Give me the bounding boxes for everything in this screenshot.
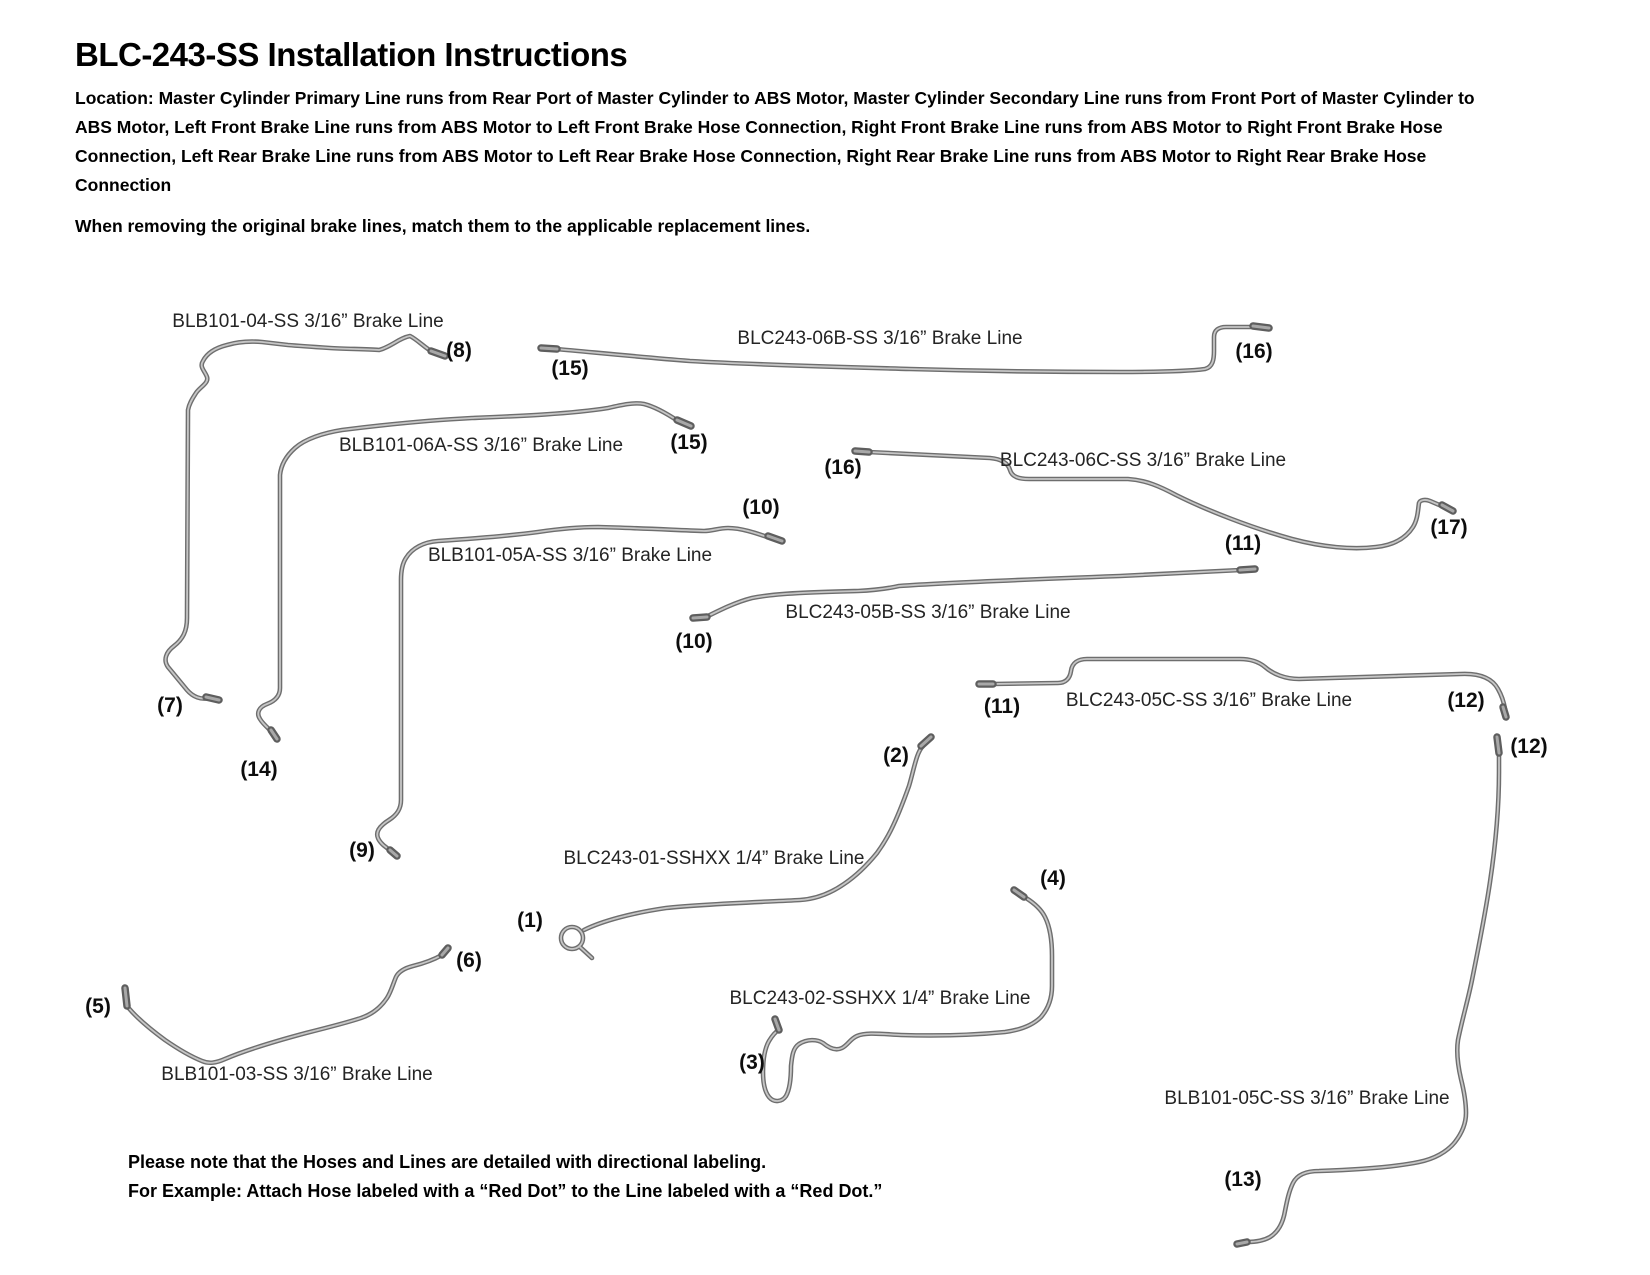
callout-number: (10) [742, 496, 780, 519]
brake-line-label: BLC243-05C-SS 3/16” Brake Line [1065, 690, 1353, 711]
brake-line-label: BLB101-05C-SS 3/16” Brake Line [1164, 1088, 1450, 1109]
fitting-icon [541, 348, 557, 349]
tube-outline [166, 336, 433, 699]
brake-line-label: BLC243-05B-SS 3/16” Brake Line [785, 602, 1071, 623]
callout-number: (11) [1224, 532, 1262, 555]
callout-number: (9) [349, 839, 375, 862]
brake-line-label: BLC243-02-SSHXX 1/4” Brake Line [729, 988, 1031, 1009]
page-title: BLC-243-SS Installation Instructions [75, 36, 628, 73]
brake-line-blb101-05c-ss [1164, 735, 1547, 1244]
callout-number: (15) [670, 431, 708, 454]
tube-highlight [377, 527, 770, 851]
callout-number: (14) [240, 758, 278, 781]
callout-number: (17) [1430, 516, 1468, 539]
tube-highlight [561, 927, 583, 949]
callout-number: (11) [983, 695, 1021, 718]
brake-line-blc243-01-sshxx [517, 737, 931, 958]
removal-note: When removing the original brake lines, match them to the applicable replacement lines. [75, 216, 811, 236]
brake-line-label: BLB101-06A-SS 3/16” Brake Line [338, 435, 624, 456]
fitting-icon [693, 617, 707, 618]
callout-number: (12) [1447, 689, 1485, 712]
callout-number: (16) [1235, 340, 1273, 363]
fitting-icon [1237, 1242, 1247, 1244]
brake-line-blb101-03-ss [85, 948, 482, 1085]
tube-highlight [166, 336, 433, 699]
tube-highlight [584, 746, 923, 930]
brake-line-blb101-05a-ss [349, 496, 782, 862]
callout-number: (4) [1040, 867, 1066, 890]
tube-highlight [127, 955, 442, 1063]
footer-note-line-2: For Example: Attach Hose labeled with a “Red Dot” to the Line labeled with a “Red Dot.” [128, 1181, 883, 1201]
brake-line-label: BLB101-05A-SS 3/16” Brake Line [427, 545, 713, 566]
brake-line-label: BLC243-06B-SS 3/16” Brake Line [737, 328, 1023, 349]
brake-line-blb101-04-ss [157, 311, 472, 717]
brake-line-label: BLC243-01-SSHXX 1/4” Brake Line [563, 848, 865, 869]
footer-note-line-1: Please note that the Hoses and Lines are detailed with directional labeling. [128, 1152, 767, 1172]
brake-line-label: BLB101-03-SS 3/16” Brake Line [161, 1064, 433, 1085]
tube-outline [1247, 756, 1499, 1242]
fitting-icon [1240, 569, 1255, 570]
fitting-icon [1497, 737, 1499, 753]
brake-line-blc243-06b-ss [541, 326, 1273, 380]
tube-outline [377, 527, 770, 851]
brake-line-blb101-06a-ss [240, 403, 707, 781]
brake-line-blc243-06c-ss [824, 450, 1467, 548]
callout-number: (10) [675, 630, 713, 653]
callout-number: (3) [739, 1051, 765, 1074]
callout-number: (8) [446, 339, 472, 362]
brake-line-blc243-05b-ss [675, 532, 1261, 653]
brake-line-label: BLB101-04-SS 3/16” Brake Line [172, 311, 444, 332]
callout-number: (13) [1224, 1168, 1262, 1191]
directional-labeling-note [128, 1148, 882, 1206]
fitting-icon [1253, 326, 1269, 328]
fitting-icon [125, 988, 127, 1006]
callout-number: (5) [85, 995, 111, 1018]
location-paragraph: Location: Master Cylinder Primary Line runs from Rear Port of Master Cylinder to ABS Motor, Master Cylinder Secondary Line runs from Front Port of Master Cylinder to ABS Motor, Left Front Brake Line runs from ABS Motor to Left Front Brake Hose Connection, Right Front Brake Line runs from ABS Motor to Right Front Brake Hose Connection, Left Rear Brake Line runs from ABS Motor to Left Rear Brake Hose Connection, Right Rear Brake Line runs from ABS Motor to Right Rear Brake Hose Connection [75, 88, 1475, 195]
callout-number: (15) [551, 357, 589, 380]
callout-number: (1) [517, 909, 543, 932]
callout-number: (12) [1510, 735, 1548, 758]
brake-line-blc243-05c-ss [979, 659, 1506, 718]
fitting-icon [855, 451, 869, 452]
brake-line-label: BLC243-06C-SS 3/16” Brake Line [999, 450, 1287, 471]
callout-number: (2) [883, 744, 909, 767]
callout-number: (16) [824, 456, 862, 479]
tube-highlight [580, 947, 592, 958]
callout-number: (6) [456, 949, 482, 972]
callout-number: (7) [157, 694, 183, 717]
